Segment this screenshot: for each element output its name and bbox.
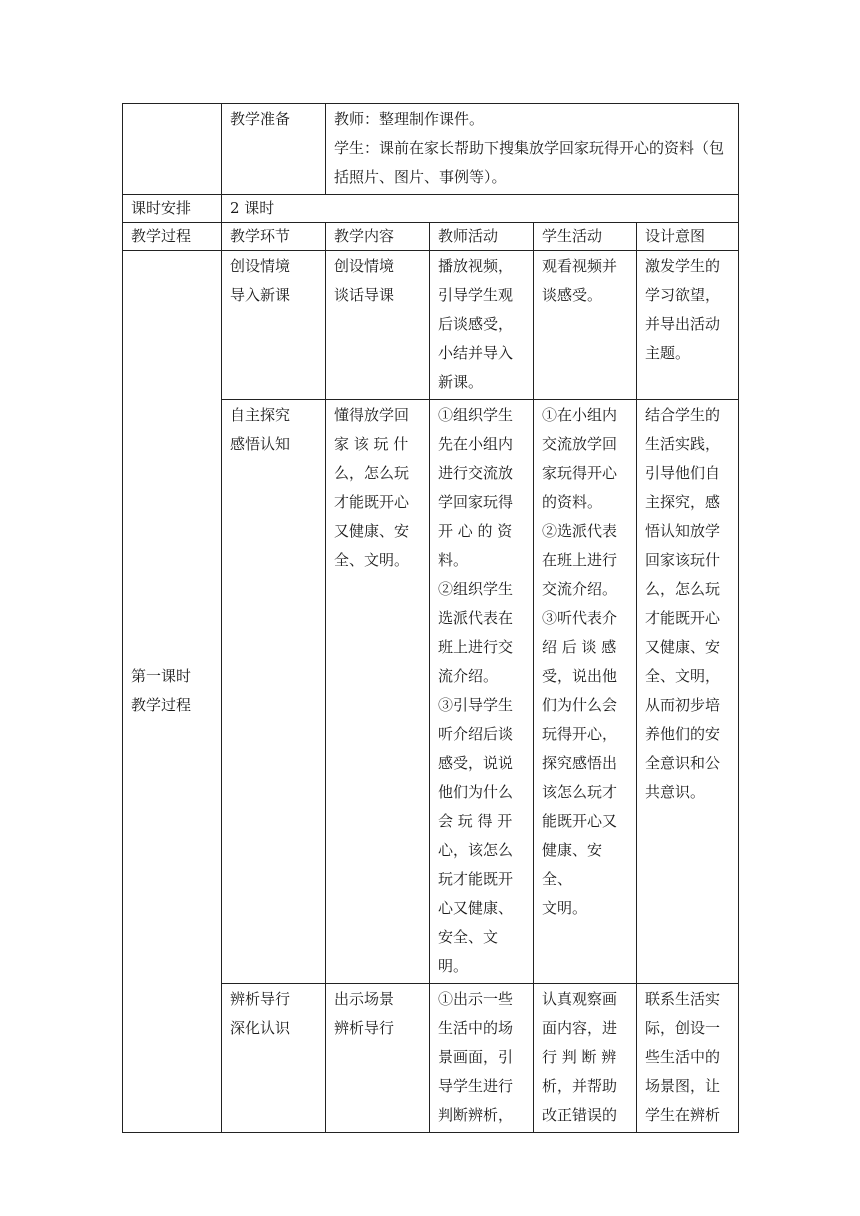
cell-line: 谈感受。 [542,286,603,304]
cell-line: 养他们的安 [645,725,721,743]
cell-line: 并导出活动 [645,315,721,333]
cell-line: 新课。 [438,373,484,391]
cell-line: 悟认知放学 [645,522,721,540]
cell-line: ③引导学生 [438,696,514,714]
cell-line: 联系生活实 [645,990,721,1008]
cell-line: 交流介绍。 [542,580,618,598]
cell-line: 深化认识 [230,1019,291,1037]
header-content: 教学内容 [326,223,430,251]
cell-line: 主题。 [645,344,691,362]
cell-line: 又健康、安 [645,638,721,656]
cell-line: 面内容，进 [542,1019,618,1037]
lesson-label-line1: 第一课时 [131,667,192,685]
cell-line: 进行交流放 [438,464,514,482]
cell-line: 谈话导课 [334,286,395,304]
cell-line: ②组织学生 [438,580,514,598]
cell-line: 引导学生观 [438,286,514,304]
cell-line: 学回家玩得 [438,493,514,511]
cell-line: 导入新课 [230,286,291,304]
cell-line: 些生活中的 [645,1048,721,1066]
cell-line: 才能既开心 [334,493,410,511]
cell-line: ①出示一些 [438,990,514,1008]
cell-line: 开 心 的 资 [438,522,513,540]
cell-line: 后谈感受， [438,315,514,333]
prep-content [326,104,739,195]
cell-line: 小结并导入 [438,344,514,362]
cell-line: 交流放学回 [542,435,618,453]
cell-line: 班上进行交 [438,638,514,656]
cell-line: 么，怎么玩 [334,464,410,482]
cell-line: 心又健康、 [438,899,514,917]
cell-line: 该怎么玩才 [542,783,618,801]
student-cell [534,251,637,400]
cell-line: 辨析导行 [334,1019,395,1037]
cell-line: 才能既开心 [645,609,721,627]
cell-line: 学生在辨析 [645,1106,721,1124]
cell-line: 从而初步培 [645,696,721,714]
stage-cell [222,984,326,1133]
cell-line: 选派代表在 [438,609,514,627]
cell-line: 生活实践， [645,435,721,453]
cell-line: 主探究，感 [645,493,721,511]
cell-line: 创设情境 [334,257,395,275]
cell-line: 回家该玩什 [645,551,721,569]
cell-line: 感受，说说 [438,754,514,772]
header-intent: 设计意图 [637,223,739,251]
teacher-cell [430,251,534,400]
content-cell [326,251,430,400]
cell-line: ②选派代表 [542,522,618,540]
cell-line: 学习欲望， [645,286,721,304]
teacher-cell [430,400,534,984]
cell-line: 听介绍后谈 [438,725,514,743]
cell-line: 播放视频， [438,257,514,275]
cell-line: ①组织学生 [438,406,514,424]
intent-cell [637,400,739,984]
stage-cell [222,251,326,400]
cell-line: 结合学生的 [645,406,721,424]
student-cell [534,400,637,984]
cell-line: 感悟认知 [230,435,291,453]
table-row [123,251,739,400]
cell-line: 家玩得开心 [542,464,618,482]
cell-line: 受，说出他 [542,667,618,685]
cell-line: 健康、安全、 [542,841,603,888]
cell-line: 生活中的场 [438,1019,514,1037]
cell-line: 家 该 玩 什 [334,435,409,453]
cell-line: 出示场景 [334,990,395,1008]
cell-line: 绍 后 谈 感 [542,638,617,656]
cell-line: 辨析导行 [230,990,291,1008]
cell-line: ①在小组内 [542,406,618,424]
process-header-row [123,223,739,251]
lesson-label-cell [123,251,222,1133]
lesson-label-line2: 教学过程 [131,696,192,714]
cell-line: 安全、文明。 [438,928,499,975]
hours-value: 2 课时 [222,195,739,223]
cell-line: 改正错误的 [542,1106,618,1124]
cell-line: 又健康、安 [334,522,410,540]
cell-line: 他们为什么 [438,783,514,801]
cell-line: 共意识。 [645,783,706,801]
cell-line: 全意识和公 [645,754,721,772]
cell-line: 认真观察画 [542,990,618,1008]
cell-line: 行 判 断 辨 [542,1048,617,1066]
cell-line: 流介绍。 [438,667,499,685]
cell-line: 全、文明， [645,667,721,685]
prep-teacher: 教师：整理制作课件。 [334,110,485,128]
header-stage: 教学环节 [222,223,326,251]
content-cell [326,400,430,984]
cell-line: 景画面，引 [438,1048,514,1066]
process-label: 教学过程 [123,223,222,251]
cell-line: 探究感悟出 [542,754,618,772]
cell-line: 创设情境 [230,257,291,275]
prep-row [123,104,739,195]
student-cell [534,984,637,1133]
cell-line: 能既开心又 [542,812,618,830]
cell-line: 场景图，让 [645,1077,721,1095]
cell-line: 么，怎么玩 [645,580,721,598]
prep-label: 教学准备 [222,104,326,195]
teacher-cell [430,984,534,1133]
cell-line: 激发学生的 [645,257,721,275]
lesson-plan-table [122,103,739,1133]
stage-cell [222,400,326,984]
cell-line: 的资料。 [542,493,603,511]
cell-line: 导学生进行 [438,1077,514,1095]
prep-empty-cell [123,104,222,195]
intent-cell [637,984,739,1133]
cell-line: 玩才能既开 [438,870,514,888]
cell-line: ③听代表介 [542,609,618,627]
header-teacher: 教师活动 [430,223,534,251]
cell-line: 料。 [438,551,469,569]
prep-student: 学生：课前在家长帮助下搜集放学回家玩得开心的资料（包括照片、图片、事例等）。 [334,139,725,186]
cell-line: 在班上进行 [542,551,618,569]
hours-row [123,195,739,223]
content-cell [326,984,430,1133]
cell-line: 析，并帮助 [542,1077,618,1095]
cell-line: 全、文明。 [334,551,410,569]
cell-line: 会 玩 得 开 [438,812,513,830]
cell-line: 心，该怎么 [438,841,514,859]
intent-cell [637,251,739,400]
cell-line: 玩得开心， [542,725,618,743]
cell-line: 判断辨析， [438,1106,514,1124]
cell-line: 观看视频并 [542,257,618,275]
cell-line: 们为什么会 [542,696,618,714]
cell-line: 文明。 [542,899,588,917]
cell-line: 先在小组内 [438,435,514,453]
cell-line: 自主探究 [230,406,291,424]
cell-line: 懂得放学回 [334,406,410,424]
hours-label: 课时安排 [123,195,222,223]
cell-line: 际，创设一 [645,1019,721,1037]
header-student: 学生活动 [534,223,637,251]
cell-line: 引导他们自 [645,464,721,482]
